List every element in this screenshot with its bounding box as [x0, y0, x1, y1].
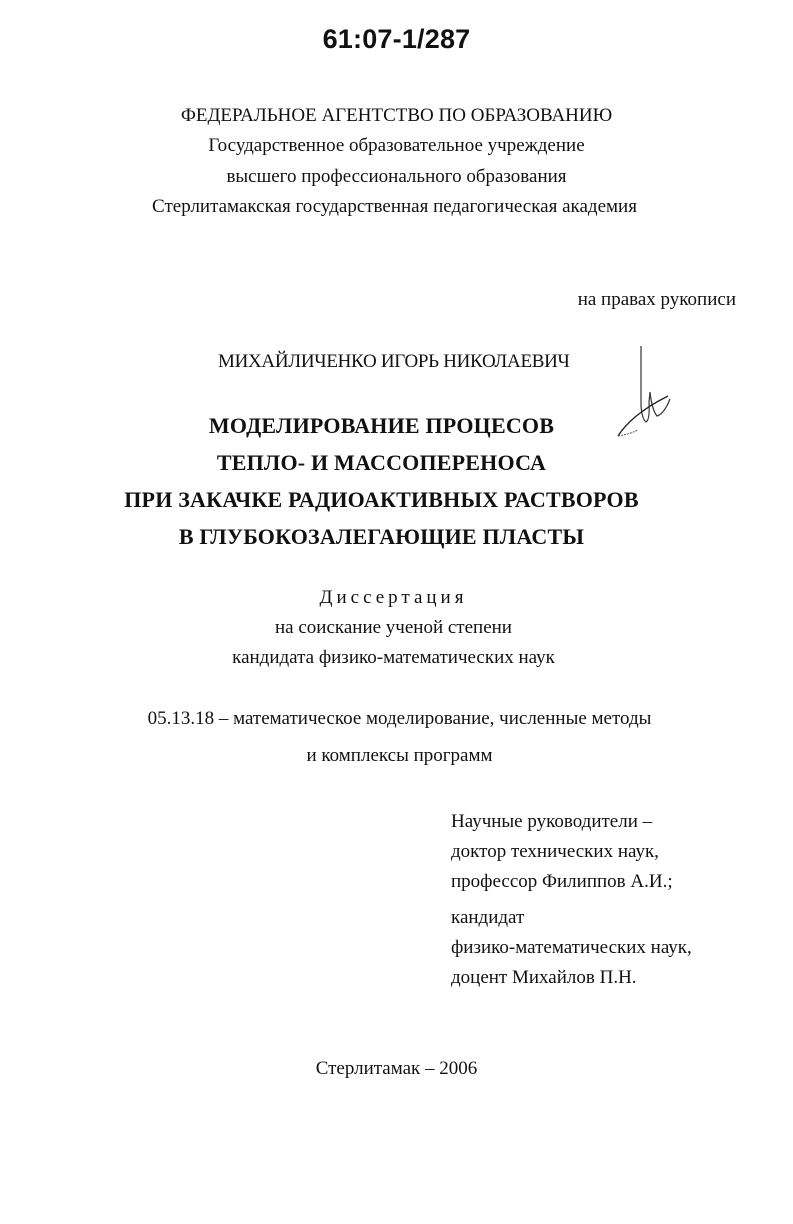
author-name: МИХАЙЛИЧЕНКО ИГОРЬ НИКОЛАЕВИЧ — [218, 351, 570, 372]
advisor-1-degree: доктор технических наук, — [451, 841, 659, 862]
registry-code: 61:07-1/287 — [322, 24, 471, 54]
org-academy-name: Стерлитамакская государственная педагогическая академия — [152, 196, 637, 217]
specialty-line-2: и комплексы программ — [306, 745, 493, 766]
org-agency: ФЕДЕРАЛЬНОЕ АГЕНТСТВО ПО ОБРАЗОВАНИЮ — [180, 105, 613, 126]
degree-line-2: кандидата физико-математических наук — [232, 647, 555, 668]
org-education-level: высшего профессионального образования — [226, 166, 567, 187]
advisors-heading: Научные руководители – — [451, 811, 653, 832]
specialty-line-1: 05.13.18 – математическое моделирование, численные методы — [147, 708, 652, 729]
dissertation-heading: Диссертация — [319, 587, 468, 608]
manuscript-rights-note: на правах рукописи — [577, 289, 736, 310]
advisor-1-name: профессор Филиппов А.И.; — [451, 871, 673, 892]
thesis-title-line-3: ПРИ ЗАКАЧКЕ РАДИОАКТИВНЫХ РАСТВОРОВ — [124, 487, 639, 512]
advisor-2-field: физико-математических наук, — [451, 937, 692, 958]
org-institution-type: Государственное образовательное учреждение — [208, 135, 585, 156]
scientific-advisors — [451, 807, 692, 993]
city-year: Стерлитамак – 2006 — [315, 1058, 478, 1079]
thesis-title-line-1: МОДЕЛИРОВАНИЕ ПРОЦЕСОВ — [208, 413, 555, 438]
advisor-2-name: доцент Михайлов П.Н. — [451, 967, 637, 988]
thesis-title-line-4: В ГЛУБОКОЗАЛЕГАЮЩИЕ ПЛАСТЫ — [178, 524, 585, 549]
advisor-2-degree: кандидат — [451, 907, 525, 928]
thesis-title-line-2: ТЕПЛО- И МАССОПЕРЕНОСА — [216, 450, 547, 475]
degree-line-1: на соискание ученой степени — [275, 617, 512, 638]
